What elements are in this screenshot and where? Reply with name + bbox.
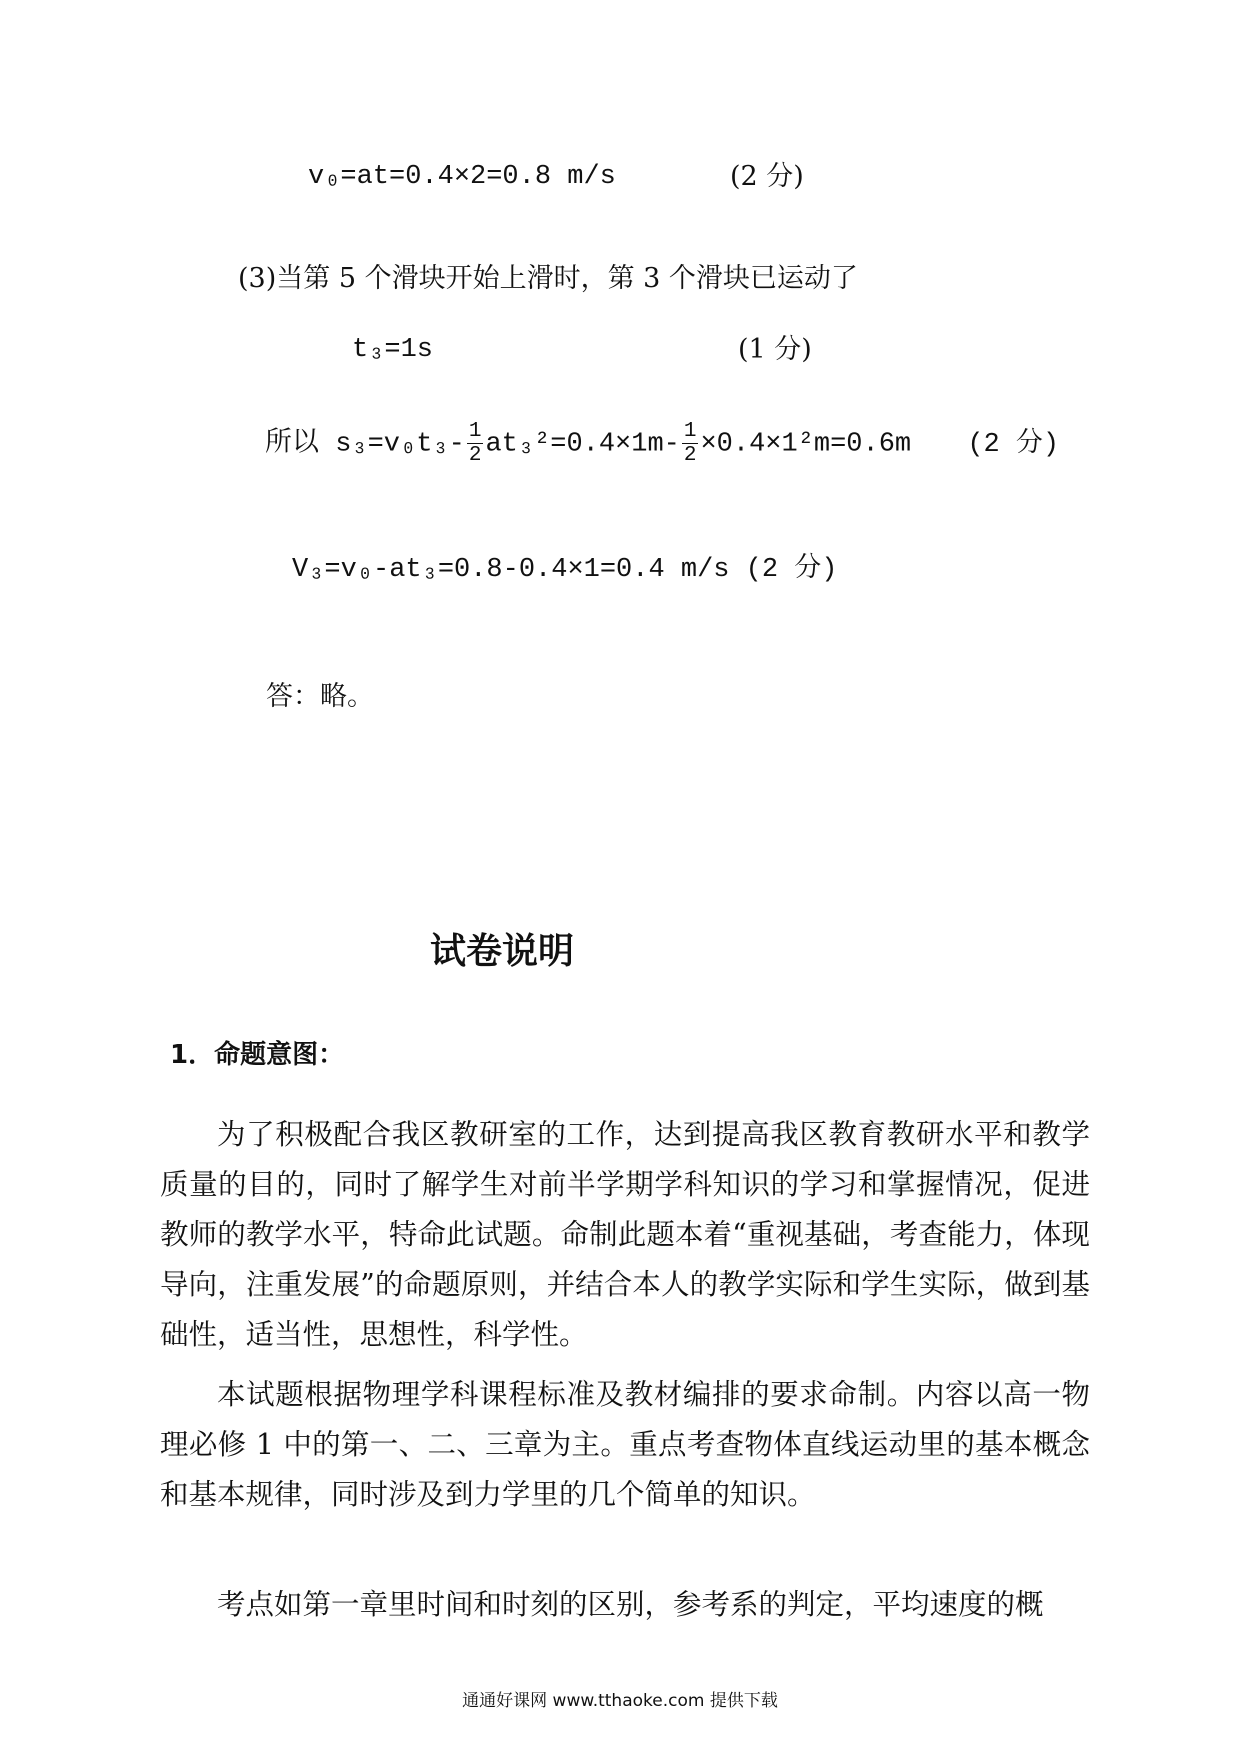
equation-s3 bbox=[265, 420, 1059, 467]
section-title: 试卷说明 bbox=[430, 931, 575, 972]
equation-s3-end: ×0.4×1²m=0.6m bbox=[700, 429, 912, 460]
equation-t3: t₃=1s bbox=[352, 335, 434, 365]
paragraph-content: 本试题根据物理学科课程标准及教材编排的要求命制。内容以高一物理必修 1 中的第一、二、三章为主。重点考查物体直线运动里的基本概念和基本规律，同时涉及到力学里的几个简单的知识。 bbox=[160, 1378, 1090, 1511]
score-label: (1 分) bbox=[738, 334, 812, 365]
score-label: (2 分) bbox=[967, 429, 1060, 460]
paragraph-intent: 为了积极配合我区教研室的工作，达到提高我区教育教研水平和教学质量的目的，同时了解学生对前半学期学科知识的学习和掌握情况，促进教师的教学水平，特命此试题。命制此题本着“重视基础，考查能力，体现导向，注重发展”的命题原则，并结合本人的教学实际和学生实际，做到基础性，适当性，思想性，科学性。 bbox=[160, 1118, 1090, 1351]
fraction-denominator: 2 bbox=[468, 444, 482, 467]
fraction-numerator: 1 bbox=[468, 420, 482, 443]
fraction-half bbox=[682, 420, 699, 467]
paragraph-test-points: 考点如第一章里时间和时刻的区别，参考系的判定，平均速度的概 bbox=[217, 1588, 1044, 1621]
score-label: (2 分) bbox=[730, 161, 804, 192]
equation-v3: V₃=v₀-at₃=0.8-0.4×1=0.4 m/s (2 分) bbox=[292, 555, 838, 585]
page-footer: 通通好课网 www.tthaoke.com 提供下载 bbox=[462, 1691, 778, 1711]
equation-s3-middle: at₃²=0.4×1m- bbox=[485, 429, 680, 460]
equation-v0: v₀=at=0.4×2=0.8 m/s bbox=[308, 162, 616, 192]
answer-omitted: 答：略。 bbox=[266, 681, 374, 712]
section-heading: 1．命题意图： bbox=[170, 1040, 345, 1070]
question-3-text: (3)当第 5 个滑块开始上滑时，第 3 个滑块已运动了 bbox=[238, 263, 858, 294]
equation-s3-prefix: 所以 s₃=v₀t₃- bbox=[265, 429, 465, 460]
fraction-half bbox=[467, 420, 484, 467]
fraction-denominator: 2 bbox=[683, 444, 697, 467]
fraction-numerator: 1 bbox=[683, 420, 697, 443]
